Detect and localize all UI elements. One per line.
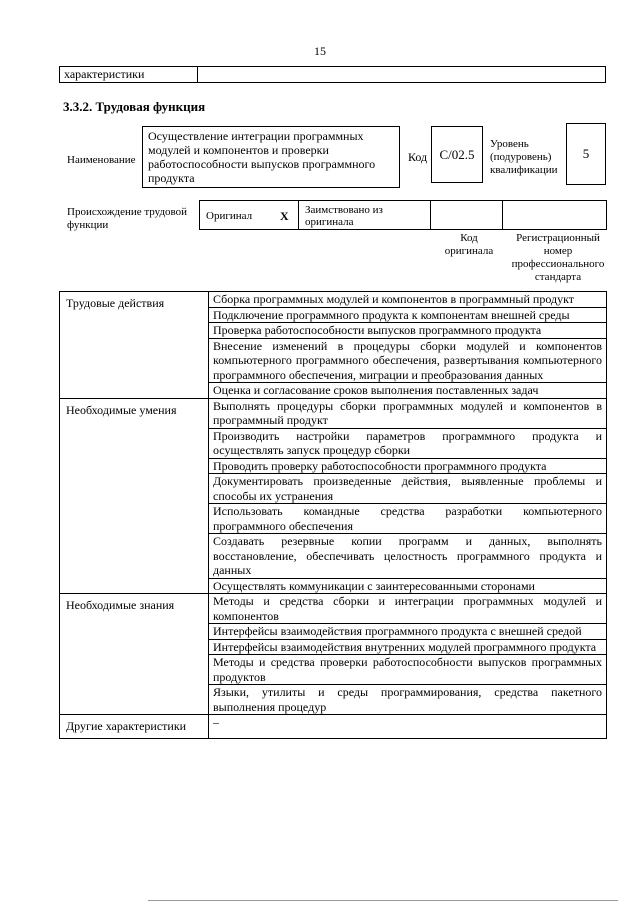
origin-label: Происхождение трудовой функции: [67, 206, 188, 231]
item-cell: Документировать произведенные действия, выявленные проблемы и способы их устранения: [209, 474, 607, 504]
name-label: Наименование: [67, 154, 136, 166]
category-cell: Необходимые знания: [60, 594, 209, 715]
category-cell: Трудовые действия: [60, 292, 209, 399]
continuation-row: [59, 66, 606, 83]
function-table-body: [60, 292, 607, 739]
code-original-caption: Код оригинала: [444, 232, 494, 257]
item-cell: Проводить проверку работоспособности программного продукта: [209, 458, 607, 474]
origin-row: [199, 200, 607, 230]
code-value-box: C/02.5: [431, 126, 483, 183]
original-label: Оригинал: [206, 210, 253, 222]
section-title: 3.3.2. Трудовая функция: [63, 99, 206, 114]
reg-number-caption: Регистрационный номер профессионального стандарта: [511, 232, 605, 283]
scan-edge-line: [148, 900, 618, 901]
page-number: 15: [314, 44, 326, 58]
item-cell: Создавать резервные копии программ и данных, выполнять восстановление, обеспечивать целостность программного продукта и данных: [209, 534, 607, 579]
borrowed-label: Заимствовано из оригинала: [305, 204, 383, 228]
item-cell: Осуществлять коммуникации с заинтересованными сторонами: [209, 578, 607, 594]
item-cell: Выполнять процедуры сборки программных модулей и компонентов в программный продукт: [209, 398, 607, 428]
function-name-box: Осуществление интеграции программных модулей и компонентов и проверки работоспособности выпусков программного продукта: [142, 126, 400, 188]
item-cell: Интерфейсы взаимодействия программного продукта с внешней средой: [209, 624, 607, 640]
item-cell: Внесение изменений в процедуры сборки модулей и компонентов компьютерного программного обеспечения, развертывания компьютерного программного обеспечения, миграции и преобразования данных: [209, 338, 607, 383]
item-cell: –: [209, 715, 607, 739]
item-cell: Использовать командные средства разработки компьютерного программного обеспечения: [209, 504, 607, 534]
table-row: [60, 398, 607, 428]
item-cell: Оценка и согласование сроков выполнения поставленных задач: [209, 383, 607, 399]
reg-number-cell: [503, 201, 606, 229]
category-cell: Другие характеристики: [60, 715, 209, 739]
original-cell: [200, 201, 299, 229]
continuation-label: характеристики: [60, 67, 198, 82]
code-label: Код: [408, 150, 428, 164]
item-cell: Проверка работоспособности выпусков программного продукта: [209, 323, 607, 339]
function-table: [59, 291, 607, 739]
item-cell: Подключение программного продукта к компонентам внешней среды: [209, 307, 607, 323]
item-cell: Языки, утилиты и среды программирования, средства пакетного выполнения процедур: [209, 685, 607, 715]
level-value-box: 5: [566, 123, 606, 185]
level-label: Уровень (подуровень) квалификации: [490, 138, 558, 176]
item-cell: Производить настройки параметров программного продукта и осуществлять запуск процедур сборки: [209, 428, 607, 458]
item-cell: Интерфейсы взаимодействия внутренних модулей программного продукта: [209, 639, 607, 655]
table-row: [60, 292, 607, 308]
table-row: [60, 594, 607, 624]
borrowed-cell: [299, 201, 431, 229]
item-cell: Методы и средства сборки и интеграции программных модулей и компонентов: [209, 594, 607, 624]
table-row: [60, 715, 607, 739]
code-original-cell: [431, 201, 503, 229]
category-cell: Необходимые умения: [60, 398, 209, 594]
original-mark: X: [280, 209, 289, 223]
item-cell: Методы и средства проверки работоспособности выпусков программных продуктов: [209, 655, 607, 685]
item-cell: Сборка программных модулей и компонентов в программный продукт: [209, 292, 607, 308]
